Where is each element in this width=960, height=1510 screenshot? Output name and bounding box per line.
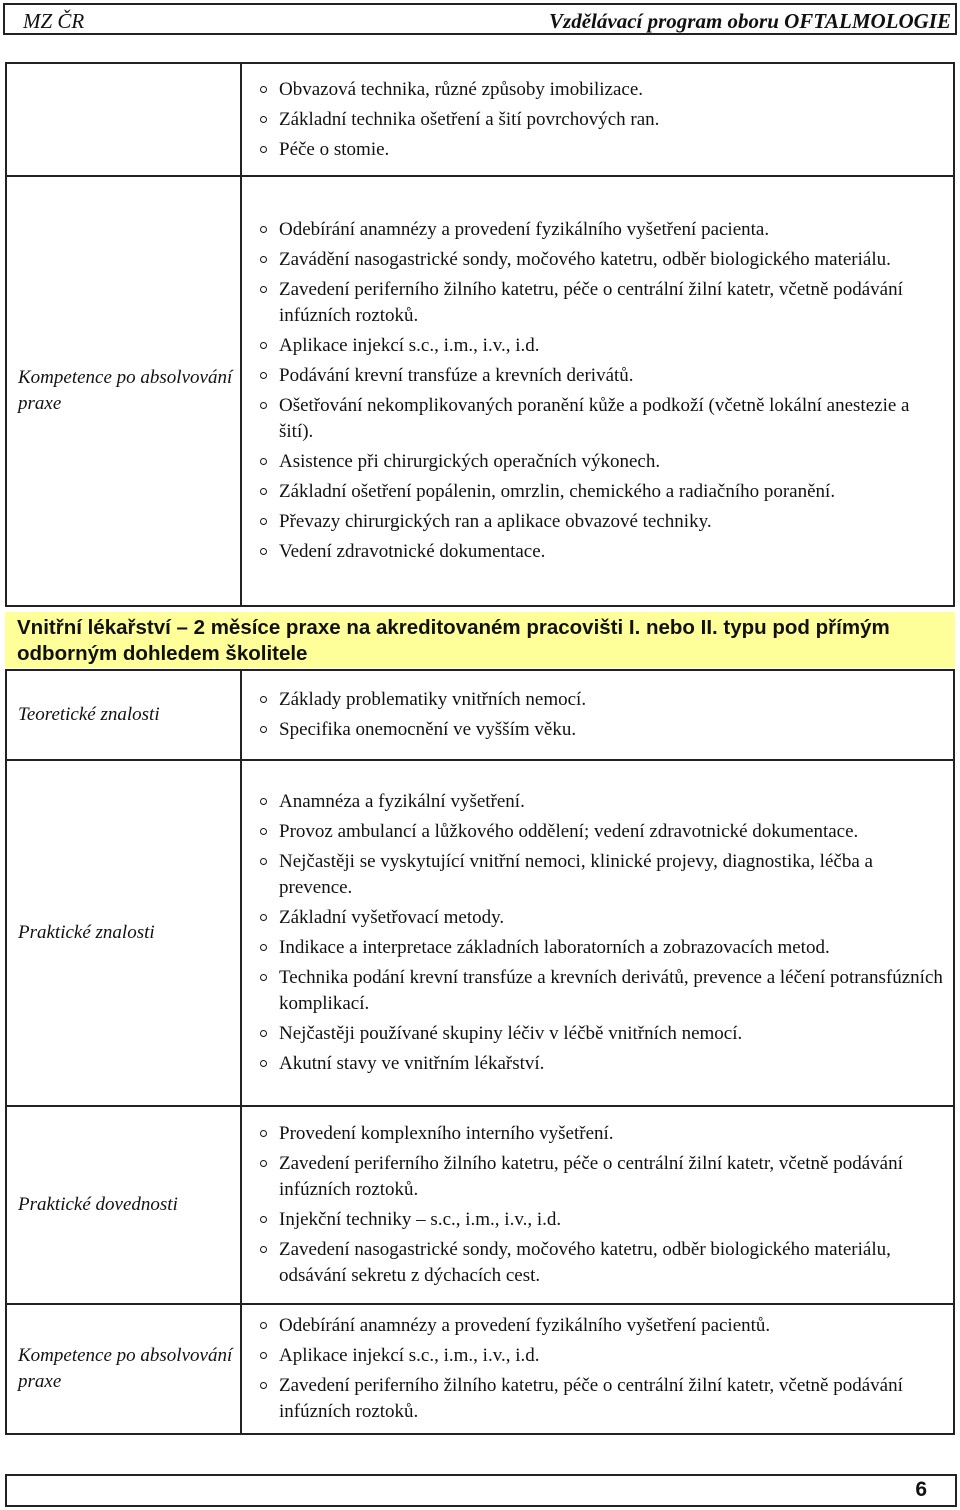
- item-list: [256, 687, 947, 743]
- list-item: Aplikace injekcí s.c., i.m., i.v., i.d.: [256, 1343, 947, 1369]
- item-list: [256, 217, 947, 565]
- row-label: Teoretické znalosti: [6, 670, 241, 760]
- list-item: Vedení zdravotnické dokumentace.: [256, 539, 947, 565]
- item-list: [256, 1121, 947, 1289]
- table-row: [6, 1106, 954, 1304]
- list-item: Zavedení periferního žilního katetru, péče o centrální žilní katetr, včetně podávání infúzních roztoků.: [256, 1373, 947, 1425]
- page-number: 6: [915, 1478, 927, 1501]
- list-item: Aplikace injekcí s.c., i.m., i.v., i.d.: [256, 333, 947, 359]
- list-item: Podávání krevní transfúze a krevních derivátů.: [256, 363, 947, 389]
- list-item: Odebírání anamnézy a provedení fyzikálního vyšetření pacienta.: [256, 217, 947, 243]
- list-item: Nejčastěji se vyskytující vnitřní nemoci, klinické projevy, diagnostika, léčba a prevence.: [256, 849, 947, 901]
- table-row: [6, 1304, 954, 1434]
- list-item: Převazy chirurgických ran a aplikace obvazové techniky.: [256, 509, 947, 535]
- row-label: Kompetence po absolvování praxe: [6, 1304, 241, 1434]
- list-item: Akutní stavy ve vnitřním lékařství.: [256, 1051, 947, 1077]
- page-header: [3, 3, 957, 35]
- header-program-title: Vzdělávací program oboru OFTALMOLOGIE: [549, 9, 951, 33]
- list-item: Technika podání krevní transfúze a krevních derivátů, prevence a léčení potransfúzních komplikací.: [256, 965, 947, 1017]
- header-ministry: MZ ČR: [23, 9, 85, 33]
- list-item: Základní ošetření popálenin, omrzlin, chemického a radiačního poranění.: [256, 479, 947, 505]
- row-label: Kompetence po absolvování praxe: [6, 176, 241, 606]
- list-item: Injekční techniky – s.c., i.m., i.v., i.d.: [256, 1207, 947, 1233]
- item-list: [256, 77, 947, 163]
- item-list: [256, 1313, 947, 1425]
- list-item: Zavedení periferního žilního katetru, péče o centrální žilní katetr, včetně podávání infúzních roztoků.: [256, 1151, 947, 1203]
- table-row: [6, 760, 954, 1106]
- row-label: [6, 63, 241, 176]
- list-item: Odebírání anamnézy a provedení fyzikálního vyšetření pacientů.: [256, 1313, 947, 1339]
- top-table: [5, 62, 955, 607]
- list-item: Základy problematiky vnitřních nemocí.: [256, 687, 947, 713]
- list-item: Provedení komplexního interního vyšetření.: [256, 1121, 947, 1147]
- page-footer: [5, 1474, 957, 1507]
- list-item: Provoz ambulancí a lůžkového oddělení; vedení zdravotnické dokumentace.: [256, 819, 947, 845]
- list-item: Základní vyšetřovací metody.: [256, 905, 947, 931]
- list-item: Základní technika ošetření a šití povrchových ran.: [256, 107, 947, 133]
- section-heading: Vnitřní lékařství – 2 měsíce praxe na akreditovaném pracovišti I. nebo II. typu pod přímým odborným dohledem školitele: [5, 612, 955, 668]
- list-item: Anamnéza a fyzikální vyšetření.: [256, 789, 947, 815]
- list-item: Zavedení periferního žilního katetru, péče o centrální žilní katetr, včetně podávání infúzních roztoků.: [256, 277, 947, 329]
- table-row: [6, 176, 954, 606]
- row-label: Praktické dovednosti: [6, 1106, 241, 1304]
- list-item: Specifika onemocnění ve vyšším věku.: [256, 717, 947, 743]
- list-item: Péče o stomie.: [256, 137, 947, 163]
- list-item: Asistence při chirurgických operačních výkonech.: [256, 449, 947, 475]
- list-item: Zavádění nasogastrické sondy, močového katetru, odběr biologického materiálu.: [256, 247, 947, 273]
- list-item: Zavedení nasogastrické sondy, močového katetru, odběr biologického materiálu, odsávání sekretu z dýchacích cest.: [256, 1237, 947, 1289]
- bottom-table: [5, 669, 955, 1435]
- list-item: Obvazová technika, různé způsoby imobilizace.: [256, 77, 947, 103]
- row-label: Praktické znalosti: [6, 760, 241, 1106]
- list-item: Indikace a interpretace základních laboratorních a zobrazovacích metod.: [256, 935, 947, 961]
- item-list: [256, 789, 947, 1077]
- list-item: Ošetřování nekomplikovaných poranění kůže a podkoží (včetně lokální anestezie a šití).: [256, 393, 947, 445]
- table-row: [6, 670, 954, 760]
- table-row: [6, 63, 954, 176]
- list-item: Nejčastěji používané skupiny léčiv v léčbě vnitřních nemocí.: [256, 1021, 947, 1047]
